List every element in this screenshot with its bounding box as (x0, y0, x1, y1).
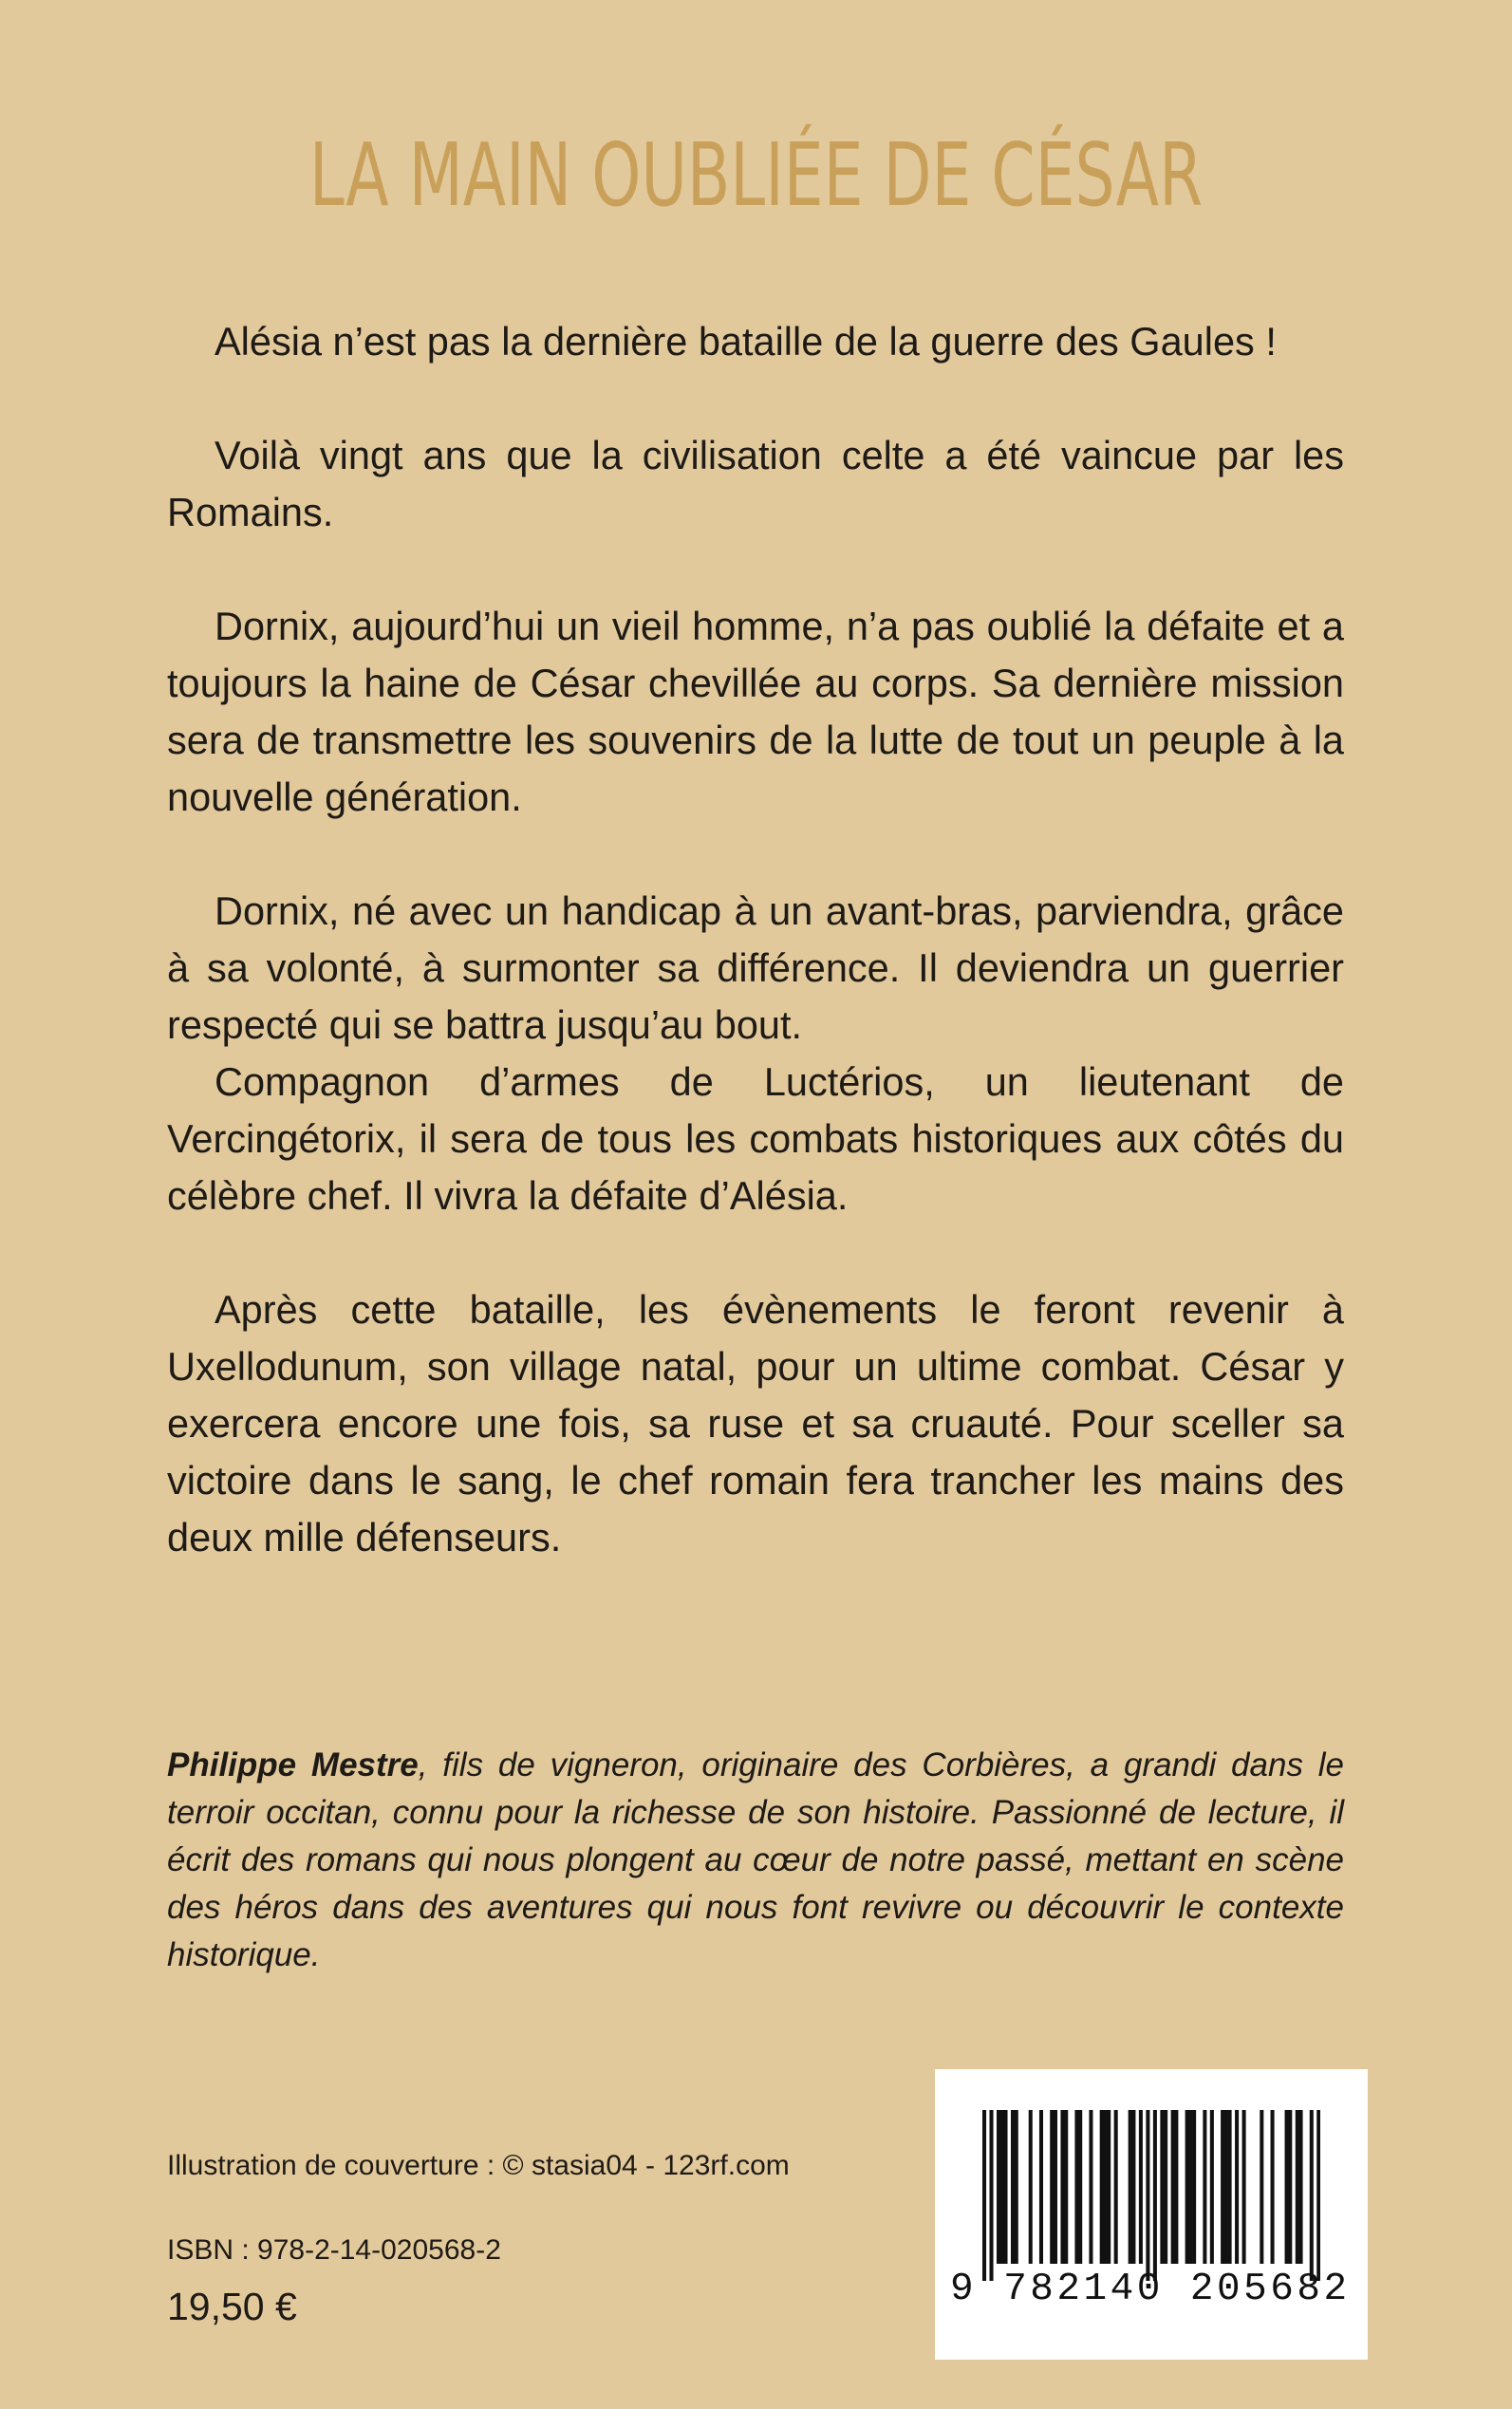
barcode-bar (1260, 2110, 1263, 2264)
author-bio (167, 1742, 1344, 1979)
barcode-bar (989, 2110, 993, 2281)
barcode-bar (1131, 2110, 1135, 2264)
barcode-bar (1221, 2110, 1224, 2264)
barcode-bar (1146, 2110, 1149, 2281)
barcode-bar (1174, 2110, 1178, 2264)
barcode-bar (1192, 2110, 1196, 2264)
blurb-paragraph: Dornix, né avec un handicap à un avant-bras, parviendra, grâce à sa volonté, à surmonter sa différence. Il deviendra un guerrier respecté qui se battra jusqu’au bout. (167, 888, 1344, 1047)
blurb-paragraph: Voilà vingt ans que la civilisation celte a été vaincue par les Romains. (167, 433, 1344, 534)
barcode-bar (1003, 2110, 1007, 2264)
barcode-bar (1235, 2110, 1239, 2264)
barcode-bar (1074, 2110, 1078, 2264)
barcode-bar (1203, 2110, 1206, 2264)
barcode-bar (982, 2110, 986, 2281)
barcode (935, 2069, 1368, 2360)
barcode-bar (1139, 2110, 1143, 2264)
barcode-bar (1185, 2110, 1189, 2264)
blurb-paragraph: Compagnon d’armes de Luctérios, un lieutenant de Vercingétorix, il sera de tous les combats historiques aux côtés du célèbre chef. Il vivra la défaite d’Alésia. (167, 1059, 1344, 1218)
book-title: LA MAIN OUBLIÉE DE CÉSAR (308, 124, 1204, 226)
barcode-bar (1011, 2110, 1015, 2264)
barcode-bar (1271, 2110, 1275, 2264)
barcode-bar (1114, 2110, 1118, 2264)
barcode-bar (997, 2110, 1000, 2264)
author-name: Philippe Mestre (167, 1746, 419, 1783)
barcode-bar (1050, 2110, 1054, 2264)
barcode-bar (1224, 2110, 1228, 2264)
barcode-bar (1064, 2110, 1068, 2264)
barcode-bar (1210, 2110, 1214, 2264)
barcode-bar (1171, 2110, 1175, 2264)
blurb-paragraph: Alésia n’est pas la dernière bataille de la guerre des Gaules ! (215, 319, 1277, 364)
price: 19,50 € (167, 2285, 297, 2328)
barcode-bar (1164, 2110, 1167, 2264)
barcode-bar (1316, 2110, 1320, 2281)
barcode-bar (1000, 2110, 1004, 2264)
barcode-bar (1299, 2110, 1303, 2264)
barcode-bar (1288, 2110, 1292, 2264)
barcode-bar (1160, 2110, 1164, 2264)
blurb-paragraph: Dornix, aujourd’hui un vieil homme, n’a pas oublié la défaite et a toujours la haine de César chevillée au corps. Sa dernière mission sera de transmettre les souvenirs de la lutte de tout un peuple à la nouvelle génération. (167, 604, 1344, 819)
barcode-bar (1103, 2110, 1107, 2264)
barcode-bar (1078, 2110, 1082, 2264)
barcode-bar (1188, 2110, 1192, 2264)
barcode-bar (1310, 2110, 1314, 2281)
barcode-bar (1129, 2110, 1132, 2264)
barcode-bar (1054, 2110, 1057, 2264)
barcode-bar (1285, 2110, 1289, 2264)
barcode-bar (1296, 2110, 1299, 2264)
barcode-bar (1107, 2110, 1111, 2264)
barcode-bar (1242, 2110, 1246, 2264)
barcode-bar (1060, 2110, 1064, 2264)
author-bio-text: , fils de vigneron, originaire des Corbières, a grandi dans le terroir occitan, connu pour la richesse de son histoire. Passionné de lecture, il écrit des romans qui nous plongent au cœur de notre passé, mettant en scène des héros dans des aventures qui nous font revivre ou découvrir le contexte historique. (167, 1746, 1344, 1973)
barcode-bar (1015, 2110, 1018, 2264)
barcode-bar (1153, 2110, 1157, 2281)
barcode-bar (1100, 2110, 1104, 2264)
barcode-bars (982, 2110, 1320, 2281)
barcode-bar (1228, 2110, 1232, 2264)
barcode-bar (1039, 2110, 1043, 2264)
barcode-bar (1029, 2110, 1033, 2264)
illustration-credit: Illustration de couverture : © stasia04 - 123rf.com (167, 2150, 790, 2181)
barcode-bar (1089, 2110, 1092, 2264)
barcode-digits: 9 782140 205682 (950, 2268, 1351, 2311)
blurb-paragraph: Après cette bataille, les évènements le feront revenir à Uxellodunum, son village natal, pour un ultime combat. César y exercera encore une fois, sa ruse et sa cruauté. Pour sceller sa victoire dans le sang, le chef romain fera trancher les mains des deux mille défenseurs. (167, 1287, 1344, 1559)
back-cover-blurb (167, 313, 1344, 1566)
isbn-number: ISBN : 978-2-14-020568-2 (167, 2234, 501, 2266)
